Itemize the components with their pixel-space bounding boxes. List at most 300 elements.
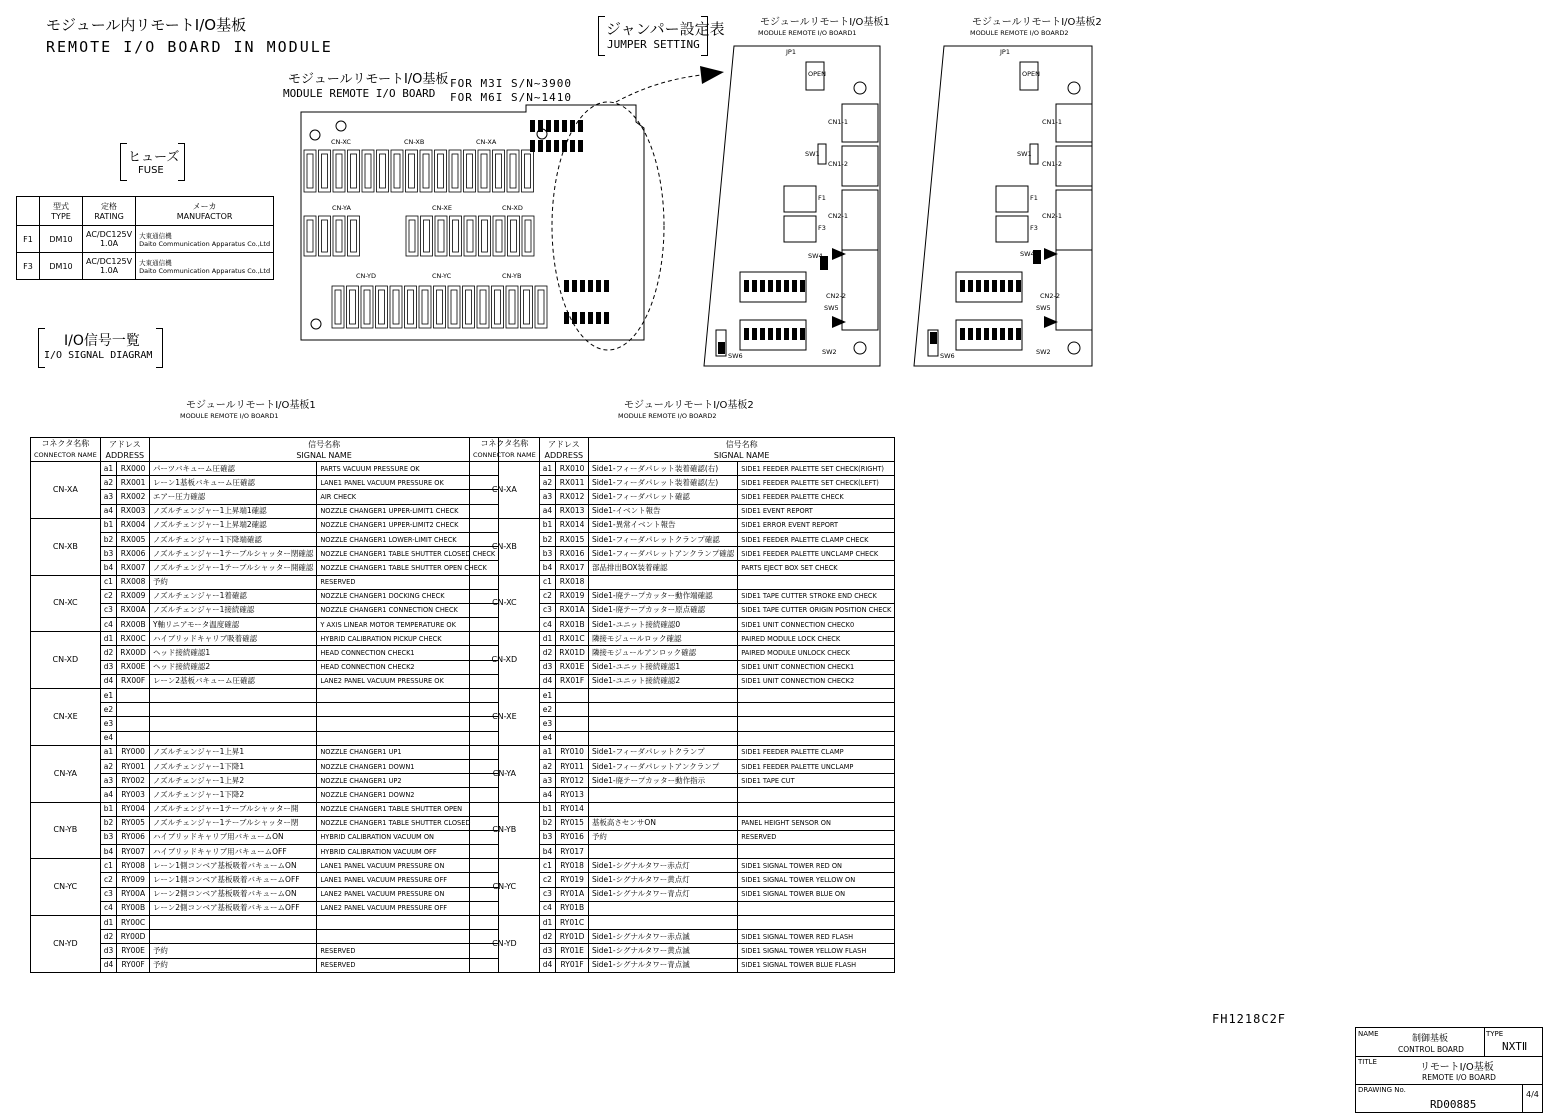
pcb-jumper-segment	[546, 120, 551, 132]
pcb-connector-pin	[479, 216, 491, 256]
signal-name-jp: ノズルチェンジャー1テーブルシャッター閉	[149, 816, 316, 830]
pcb-connector-pin	[521, 286, 533, 328]
table-row	[31, 930, 499, 944]
signal-name-jp: Side1-シグナルタワー青点灯	[588, 887, 737, 901]
signal-name-en: SIDE1 SIGNAL TOWER BLUE ON	[738, 887, 895, 901]
pcb-jumper-segment	[562, 120, 567, 132]
dip-switch-segment	[776, 328, 781, 340]
signal-name-en: HYBRID CALIBRATION VACUUM ON	[317, 830, 499, 844]
pcb-connector-pin-inner	[438, 154, 444, 188]
signal-name-jp: Side1-フィーダパレットクランプ確認	[588, 532, 737, 546]
dip-switch-segment	[992, 280, 997, 292]
table-row	[31, 561, 499, 575]
pin-id: a2	[539, 476, 556, 490]
signal-name-en: SIDE1 SIGNAL TOWER YELLOW ON	[738, 873, 895, 887]
table-row	[31, 674, 499, 688]
signal-name-en	[738, 916, 895, 930]
pcb-diagrams	[0, 0, 1555, 400]
pcb-connector-pin	[522, 216, 534, 256]
table-row	[31, 575, 499, 589]
pin-id: c2	[539, 589, 556, 603]
dip-switch-segment	[960, 280, 965, 292]
signal-name-jp: 予約	[149, 958, 316, 972]
address: RX006	[117, 547, 150, 561]
table-row	[31, 717, 499, 731]
table-row	[31, 476, 499, 490]
dip-switch-segment	[792, 280, 797, 292]
signal-name-jp: ノズルチェンジャー1上昇2	[149, 774, 316, 788]
signal-name-jp: Side1-フィーダパレットアンクランプ	[588, 759, 737, 773]
pin-id: b3	[100, 830, 117, 844]
pcb-connector-pin	[319, 216, 331, 256]
type-value: NXTⅡ	[1502, 1040, 1528, 1053]
signal-name-en	[738, 802, 895, 816]
signal-name-jp	[149, 731, 316, 745]
pin-id: e4	[100, 731, 117, 745]
pcb-connector-pin	[332, 286, 344, 328]
signal-name-jp	[588, 703, 737, 717]
sw6-jumper-set	[930, 332, 937, 344]
pcb-connector-pin	[493, 216, 505, 256]
pcb-switch-segment	[564, 280, 569, 292]
fuse-rating-voltage: AC/DC125V	[86, 257, 133, 266]
signal-name-jp	[588, 575, 737, 589]
pcb-connector-pin	[377, 150, 389, 192]
jb1-cn22: CN2-2	[826, 292, 847, 300]
pin-id: d2	[100, 646, 117, 660]
pin-id: d2	[539, 930, 556, 944]
pcb-connector-pin-inner	[438, 220, 444, 252]
pcb-switch-segment	[604, 312, 609, 324]
signal-name-jp: ヘッド接続確認1	[149, 646, 316, 660]
signal-name-en: LANE1 PANEL VACUUM PRESSURE ON	[317, 859, 499, 873]
title-jp: モジュール内リモートI/O基板	[46, 16, 247, 34]
pcb-connector-pin-inner	[538, 290, 544, 324]
signal-name-en: SIDE1 EVENT REPORT	[738, 504, 895, 518]
mount-hole	[1068, 342, 1080, 354]
jb2-sw5: SW5	[1036, 304, 1051, 312]
signal-name-en: NOZZLE CHANGER1 DOWN1	[317, 759, 499, 773]
pcb-connector-pin	[391, 150, 403, 192]
pin-id: c4	[539, 618, 556, 632]
pcb-switch-segment	[596, 280, 601, 292]
pin-id: c3	[100, 887, 117, 901]
table-row	[31, 759, 499, 773]
name-jp: 制御基板	[1412, 1034, 1449, 1044]
signal-name-jp: ノズルチェンジャー1着確認	[149, 589, 316, 603]
address: RX00F	[117, 674, 150, 688]
pin-id: b1	[539, 518, 556, 532]
address: RX004	[117, 518, 150, 532]
signal-name-en: SIDE1 FEEDER PALETTE SET CHECK(RIGHT)	[738, 462, 895, 476]
jb2-cn11: CN1-1	[1042, 118, 1063, 126]
address: RY001	[117, 759, 150, 773]
header-connector-en: CONNECTOR NAME	[473, 451, 536, 459]
address	[556, 689, 589, 703]
pin-id: b2	[539, 816, 556, 830]
pin-id: a2	[100, 759, 117, 773]
header-address-jp: アドレス	[547, 439, 580, 449]
table-row	[31, 603, 499, 617]
address: RY002	[117, 774, 150, 788]
jumper-board2-outline	[914, 46, 1092, 366]
jumper-board2	[914, 46, 1092, 366]
signal-name-en: PANEL HEIGHT SENSOR ON	[738, 816, 895, 830]
fuse-header-rating-jp: 定格	[101, 202, 118, 211]
signal-table-board1	[30, 437, 499, 973]
pin-id: a1	[539, 462, 556, 476]
address: RY01A	[556, 887, 589, 901]
connector-name: CN-YA	[470, 745, 540, 802]
dip-switch-segment	[744, 328, 749, 340]
table-row	[31, 703, 499, 717]
title-jp-footer: リモートI/O基板	[1420, 1062, 1494, 1073]
pin-id: e3	[100, 717, 117, 731]
pcb-connector-pin-inner	[379, 290, 385, 324]
address: RX01E	[556, 660, 589, 674]
pin-id: b3	[539, 830, 556, 844]
fuse-rating-current: 1.0A	[99, 266, 119, 275]
f3-block	[996, 216, 1028, 242]
address: RX007	[117, 561, 150, 575]
pcb-switch-segment	[572, 312, 577, 324]
pcb-connector-pin	[405, 286, 417, 328]
signal-name-en: LANE2 PANEL VACUUM PRESSURE ON	[317, 887, 499, 901]
signal-name-en: NOZZLE CHANGER1 DOCKING CHECK	[317, 589, 499, 603]
pcb-connector-pin-inner	[364, 290, 370, 324]
table-row	[31, 916, 499, 930]
signal-name-jp: ノズルチェンジャー1接続確認	[149, 603, 316, 617]
pcb-connector-pin	[304, 150, 316, 192]
cn2-block	[842, 190, 878, 330]
pcb-jumper-segment	[530, 120, 535, 132]
jb1-sw4: SW4	[808, 252, 823, 260]
address: RY01C	[556, 916, 589, 930]
pcb-connector-pin-inner	[322, 220, 328, 252]
pcb-switch-segment	[604, 280, 609, 292]
dip-switch-segment	[984, 328, 989, 340]
pcb-connector-pin	[448, 286, 460, 328]
f1-block	[996, 186, 1028, 212]
address: RY00E	[117, 944, 150, 958]
signal-name-en: NOZZLE CHANGER1 UPPER-LIMIT2 CHECK	[317, 518, 499, 532]
table-row	[31, 589, 499, 603]
pin-id: b1	[539, 802, 556, 816]
pcb-connector-pin-inner	[336, 154, 342, 188]
pcb-connector-pin-inner	[322, 154, 328, 188]
signal-name-jp: 部品排出BOX装着確認	[588, 561, 737, 575]
table-row	[31, 547, 499, 561]
signal-name-jp: Side1-フィーダパレットアンクランプ確認	[588, 547, 737, 561]
pin-id: a4	[539, 788, 556, 802]
address: RX00B	[117, 618, 150, 632]
jumper-title-en: JUMPER SETTING	[607, 38, 700, 51]
pcb-connector-pin-inner	[452, 154, 458, 188]
dip-switch-segment	[992, 328, 997, 340]
signal-name-en: SIDE1 UNIT CONNECTION CHECK0	[738, 618, 895, 632]
pcb-label-cn-yb: CN-YB	[502, 272, 522, 280]
jb2-f1: F1	[1030, 194, 1038, 202]
signal-name-en: RESERVED	[317, 575, 499, 589]
fuse-header-rating-en: RATING	[94, 212, 124, 221]
pin-id: c1	[100, 859, 117, 873]
header-address	[100, 438, 149, 462]
pcb-connector-pin-inner	[335, 290, 341, 324]
pcb-label-cn-xd: CN-XD	[502, 204, 523, 212]
pcb-connector-pin	[362, 150, 374, 192]
signal-name-en: SIDE1 SIGNAL TOWER RED ON	[738, 859, 895, 873]
connector-name: CN-XD	[31, 632, 101, 689]
jb2-sw6: SW6	[940, 352, 955, 360]
pcb-switch-segment	[564, 312, 569, 324]
address: RX001	[117, 476, 150, 490]
pcb-connector-pin	[348, 150, 360, 192]
dip-switch-segment	[968, 328, 973, 340]
jb2-sw1: SW1	[1017, 150, 1032, 158]
table-row	[31, 887, 499, 901]
pin-id: d2	[100, 930, 117, 944]
signal-name-jp: Side1-フィーダパレット確認	[588, 490, 737, 504]
pcb-connector-pin-inner	[480, 290, 486, 324]
signal-name-jp: Side1-シグナルタワー青点滅	[588, 958, 737, 972]
signal-name-jp	[588, 689, 737, 703]
dip-switch-segment	[760, 280, 765, 292]
arrow-head-icon	[700, 66, 724, 84]
jb1-sw5: SW5	[824, 304, 839, 312]
type-label: TYPE	[1486, 1030, 1504, 1038]
signal-name-en: LANE1 PANEL VACUUM PRESSURE OK	[317, 476, 499, 490]
pin-id: d4	[100, 958, 117, 972]
connector-name: CN-YD	[470, 916, 540, 973]
pin-id: b4	[100, 561, 117, 575]
dip-switch-segment	[976, 280, 981, 292]
signal-name-jp: 隣接モジュールロック確認	[588, 632, 737, 646]
signal-name-en: SIDE1 TAPE CUTTER ORIGIN POSITION CHECK	[738, 603, 895, 617]
address: RY015	[556, 816, 589, 830]
signal-name-en: SIDE1 FEEDER PALETTE UNCLAMP	[738, 759, 895, 773]
signal-name-jp: Side1-シグナルタワー赤点滅	[588, 930, 737, 944]
signal-name-jp	[149, 916, 316, 930]
header-signal	[588, 438, 894, 462]
table-row	[31, 859, 499, 873]
signal-name-en: HYBRID CALIBRATION PICKUP CHECK	[317, 632, 499, 646]
board-title-en: MODULE REMOTE I/O BOARD	[283, 87, 436, 100]
signal-name-en	[738, 731, 895, 745]
fuse-type: DM10	[40, 226, 83, 253]
jb1-sw1: SW1	[805, 150, 820, 158]
jb1-sw6: SW6	[728, 352, 743, 360]
pin-id: b1	[100, 518, 117, 532]
table-row	[31, 731, 499, 745]
table2-title-jp: モジュールリモートI/O基板2	[624, 400, 754, 411]
header-address-jp: アドレス	[108, 439, 141, 449]
pcb-connector-pin	[535, 286, 547, 328]
signal-name-en: NOZZLE CHANGER1 UPPER-LIMIT1 CHECK	[317, 504, 499, 518]
signal-name-en: SIDE1 SIGNAL TOWER RED FLASH	[738, 930, 895, 944]
pcb-connector-pin-inner	[525, 220, 531, 252]
pcb-connector-pin-inner	[350, 290, 356, 324]
pin-id: b3	[539, 547, 556, 561]
signal-name-en: SIDE1 FEEDER PALETTE SET CHECK(LEFT)	[738, 476, 895, 490]
zoom-lead	[616, 74, 712, 102]
jb2-sw2: SW2	[1036, 348, 1051, 356]
pcb-connector-pin-inner	[495, 290, 501, 324]
header-connector-en: CONNECTOR NAME	[34, 451, 97, 459]
board2-title-en: MODULE REMOTE I/O BOARD2	[970, 29, 1069, 37]
signal-name-jp: ヘッド接続確認2	[149, 660, 316, 674]
pcb-connector-pin	[463, 286, 475, 328]
table-row	[31, 689, 499, 703]
address: RX01A	[556, 603, 589, 617]
jumper-title-jp: ジャンパー設定表	[606, 20, 725, 38]
table-row	[31, 618, 499, 632]
dip-switch-segment	[968, 280, 973, 292]
signal-name-jp	[588, 916, 737, 930]
signal-name-en: LANE1 PANEL VACUUM PRESSURE OFF	[317, 873, 499, 887]
pcb-switch-segment	[580, 280, 585, 292]
title-en-footer: REMOTE I/O BOARD	[1422, 1073, 1496, 1082]
signal-name-jp: Side1-廃テープカッター原点確認	[588, 603, 737, 617]
fuse-rating-current: 1.0A	[99, 239, 119, 248]
signal-name-jp: Side1-ユニット接続確認2	[588, 674, 737, 688]
pcb-jumper-segment	[530, 140, 535, 152]
address: RX005	[117, 532, 150, 546]
address: RX017	[556, 561, 589, 575]
connector-name: CN-XC	[470, 575, 540, 632]
fuse-header-type-en: TYPE	[51, 212, 71, 221]
pcb-connector-pin-inner	[409, 154, 415, 188]
address	[117, 717, 150, 731]
mount-hole	[854, 82, 866, 94]
address: RY012	[556, 774, 589, 788]
pcb-connector-pin-inner	[525, 154, 531, 188]
pin-id: c1	[539, 859, 556, 873]
connector-name: CN-XB	[470, 518, 540, 575]
pin-id: e1	[100, 689, 117, 703]
pcb-connector-pin	[507, 150, 519, 192]
pcb-connector-pin-inner	[496, 220, 502, 252]
signal-name-en: RESERVED	[317, 958, 499, 972]
signal-name-jp	[149, 689, 316, 703]
address: RY00A	[117, 887, 150, 901]
dip-switch-segment	[1000, 280, 1005, 292]
address: RX002	[117, 490, 150, 504]
pcb-jumper-segment	[538, 140, 543, 152]
jb2-f3: F3	[1030, 224, 1038, 232]
pin-id: d1	[539, 632, 556, 646]
address: RY00F	[117, 958, 150, 972]
address: RX019	[556, 589, 589, 603]
for-m3-label: FOR M3I S/N~3900	[450, 77, 572, 90]
signal-name-jp: ノズルチェンジャー1下降端確認	[149, 532, 316, 546]
pin-id: d4	[100, 674, 117, 688]
dip-switch-segment	[768, 280, 773, 292]
signal-name-jp: レーン1側コンベア基板吸着バキュームOFF	[149, 873, 316, 887]
signal-name-en: LANE2 PANEL VACUUM PRESSURE OK	[317, 674, 499, 688]
connector-name: CN-YB	[470, 802, 540, 859]
pcb-connector-pin-inner	[424, 220, 430, 252]
title-block-divider	[1522, 1084, 1523, 1112]
signal-name-en: SIDE1 TAPE CUTTER STROKE END CHECK	[738, 589, 895, 603]
table-row	[470, 859, 895, 873]
signal-name-en: SIDE1 UNIT CONNECTION CHECK1	[738, 660, 895, 674]
header-connector	[31, 438, 101, 462]
address: RY013	[556, 788, 589, 802]
pcb-connector-pin	[435, 150, 447, 192]
pin-id: b2	[100, 816, 117, 830]
pin-id: a3	[539, 490, 556, 504]
pcb-jumper-segment	[570, 120, 575, 132]
pcb-switch-segment	[580, 312, 585, 324]
signal-name-jp: Side1-シグナルタワー赤点灯	[588, 859, 737, 873]
pcb-connector-pin-inner	[394, 154, 400, 188]
address	[556, 717, 589, 731]
signal-name-jp	[149, 703, 316, 717]
header-address	[539, 438, 588, 462]
address: RY003	[117, 788, 150, 802]
address: RX01D	[556, 646, 589, 660]
signal-name-en: NOZZLE CHANGER1 TABLE SHUTTER OPEN	[317, 802, 499, 816]
signal-name-jp	[588, 802, 737, 816]
fuse-title-jp: ヒューズ	[128, 150, 180, 165]
address: RY01D	[556, 930, 589, 944]
pcb-connector-pin	[464, 150, 476, 192]
pcb-switch-segment	[596, 312, 601, 324]
signal-name-jp: Side1-ユニット接続確認0	[588, 618, 737, 632]
signal-name-jp: ノズルチェンジャー1下降2	[149, 788, 316, 802]
pcb-label-cn-yd: CN-YD	[356, 272, 376, 280]
pin-id: a3	[100, 774, 117, 788]
pcb-connector-pin	[376, 286, 388, 328]
pcb-jumper-segment	[538, 120, 543, 132]
main-board-outline	[301, 105, 644, 340]
signal-name-en: SIDE1 ERROR EVENT REPORT	[738, 518, 895, 532]
signal-name-jp: Side1-廃テープカッター動作指示	[588, 774, 737, 788]
board2-title-jp: モジュールリモートI/O基板2	[972, 17, 1102, 28]
pcb-connector-pin	[390, 286, 402, 328]
header-connector-jp: コネクタ名称	[480, 439, 529, 448]
pcb-connector-pin	[420, 150, 432, 192]
pcb-connector-pin	[434, 286, 446, 328]
table-row	[31, 518, 499, 532]
address: RY011	[556, 759, 589, 773]
fuse-maker-en: Daito Communication Apparatus Co.,Ltd	[139, 239, 271, 248]
signal-name-en: SIDE1 FEEDER PALETTE CHECK	[738, 490, 895, 504]
signal-name-en: NOZZLE CHANGER1 CONNECTION CHECK	[317, 603, 499, 617]
connector-name: CN-YB	[31, 802, 101, 859]
jb1-sw2: SW2	[822, 348, 837, 356]
pcb-connector-pin-inner	[511, 220, 517, 252]
pin-id: b4	[539, 561, 556, 575]
address: RX00A	[117, 603, 150, 617]
fuse-header-maker-jp: メーカ	[192, 202, 217, 211]
address: RX018	[556, 575, 589, 589]
pcb-connector-pin	[508, 216, 520, 256]
connector-name: CN-XC	[31, 575, 101, 632]
signal-name-jp: レーン2側コンベア基板吸着バキュームOFF	[149, 901, 316, 915]
signal-name-jp: レーン1基板バキューム圧確認	[149, 476, 316, 490]
jb2-sw4: SW4	[1020, 250, 1035, 258]
pin-id: c3	[539, 887, 556, 901]
mount-hole	[336, 121, 346, 131]
dip-switch-segment	[1008, 280, 1013, 292]
pin-id: a4	[539, 504, 556, 518]
address: RY008	[117, 859, 150, 873]
pcb-connector-pin	[406, 150, 418, 192]
signal-name-jp: 隣接モジュールアンロック確認	[588, 646, 737, 660]
fuse-maker-jp: 大東通信機	[139, 231, 172, 240]
address: RY000	[117, 745, 150, 759]
